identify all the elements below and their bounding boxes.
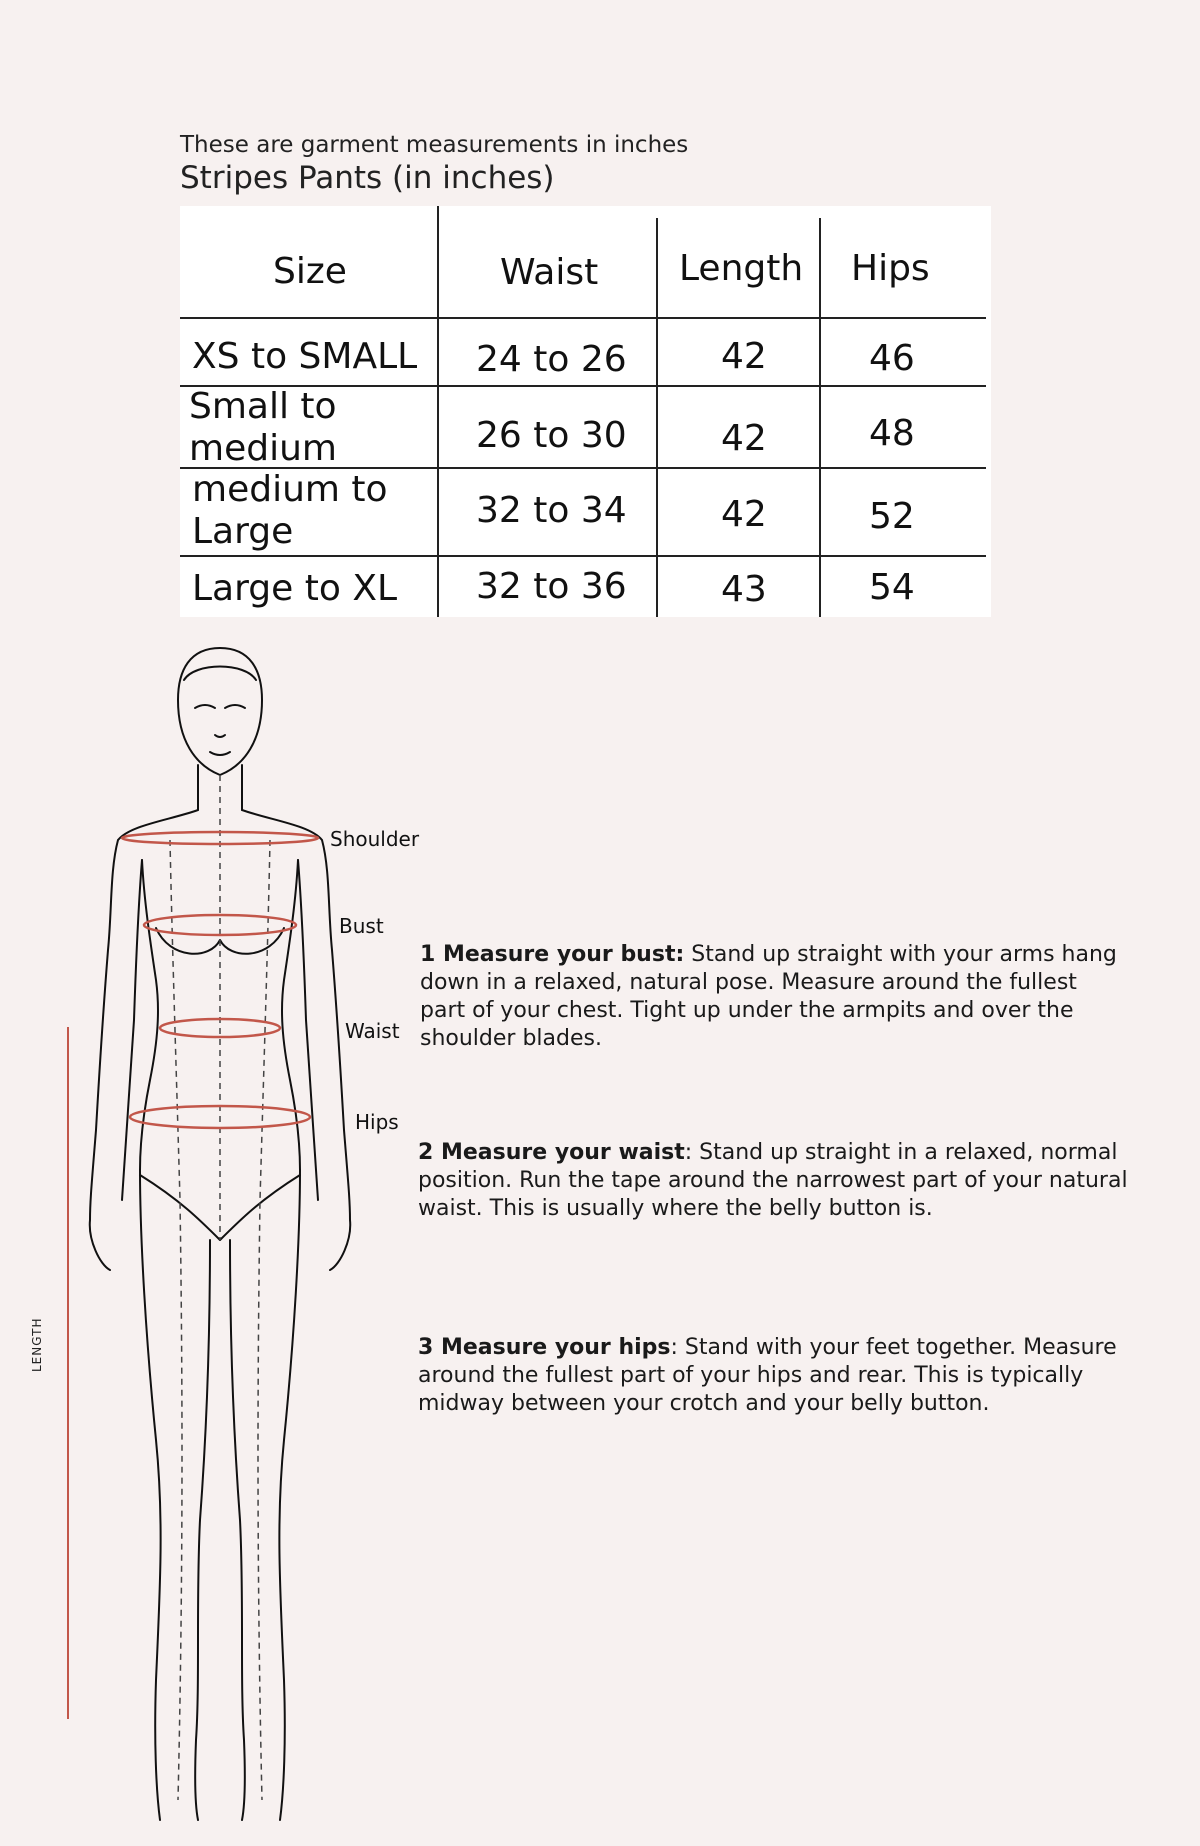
size-line: Small to — [189, 386, 337, 427]
table-cell-hips: 46 — [869, 338, 915, 379]
size-line: medium — [189, 428, 337, 469]
table-cell-length: 42 — [721, 494, 767, 535]
size-line: medium to — [192, 469, 388, 510]
table-cell-waist: 26 to 30 — [476, 415, 627, 456]
waist-instructions — [418, 1139, 1158, 1223]
right-leg-outer — [279, 1170, 300, 1820]
size-table — [180, 206, 991, 617]
page-title: Stripes Pants (in inches) — [180, 160, 555, 196]
table-divider — [656, 218, 658, 617]
header-hips: Hips — [851, 248, 930, 289]
waist-instruction-title: 2 Measure your waist — [418, 1140, 685, 1165]
left-leg-outer — [140, 1170, 161, 1820]
table-cell-size: XS to SMALL — [192, 336, 418, 377]
hips-instruction-title: 3 Measure your hips — [418, 1335, 671, 1360]
table-divider — [180, 317, 986, 319]
hairline — [184, 667, 256, 681]
header-waist: Waist — [500, 252, 599, 293]
waist-label: Waist — [345, 1019, 400, 1043]
table-cell-size: Large to XL — [192, 568, 398, 609]
bust-label: Bust — [339, 914, 384, 938]
bust-instructions — [420, 941, 1120, 1053]
header-size: Size — [273, 251, 347, 292]
left-arm-inner — [122, 860, 142, 1200]
table-divider — [180, 555, 986, 557]
hips-instruction-text: : Stand with your feet together. Measure around the fullest part of your hips and rear. This is typically midway between your crotch and your belly button. — [418, 1335, 1117, 1416]
table-cell-waist: 24 to 26 — [476, 339, 627, 380]
left-princess-line — [170, 840, 182, 1800]
right-princess-line — [258, 840, 270, 1800]
table-cell-size — [192, 469, 388, 553]
table-cell-length: 43 — [721, 569, 767, 610]
hips-label: Hips — [355, 1110, 399, 1134]
table-cell-hips: 54 — [869, 567, 915, 608]
table-cell-hips: 48 — [869, 413, 915, 454]
nose — [215, 735, 225, 737]
body-figure-illustration — [60, 640, 360, 1840]
mouth — [210, 752, 230, 755]
table-cell-size — [189, 386, 337, 470]
right-arm-inner — [298, 860, 318, 1200]
length-indicator-line — [67, 1027, 69, 1719]
length-label: LENGTH — [30, 1317, 44, 1372]
hips-instructions — [418, 1334, 1158, 1418]
shoulder-label: Shoulder — [330, 827, 420, 851]
table-cell-length: 42 — [721, 336, 767, 377]
table-cell-waist: 32 to 36 — [476, 566, 627, 607]
page-subtitle: These are garment measurements in inches — [180, 132, 689, 158]
bust-instruction-text: Stand up straight with your arms hang down in a relaxed, natural pose. Measure around the fullest part of your chest. Tight up under the armpits and over the shoulder blades. — [420, 942, 1117, 1051]
table-divider — [819, 218, 821, 617]
table-cell-waist: 32 to 34 — [476, 490, 627, 531]
table-cell-hips: 52 — [869, 496, 915, 537]
size-line: Large — [192, 511, 294, 552]
bust-instruction-title: 1 Measure your bust: — [420, 942, 685, 967]
right-leg-inner — [230, 1240, 245, 1820]
waist-instruction-text: : Stand up straight in a relaxed, normal position. Run the tape around the narrowest part of your natural waist. This is usually where the belly button is. — [418, 1140, 1128, 1221]
header-length: Length — [679, 248, 804, 289]
table-cell-length: 42 — [721, 418, 767, 459]
left-leg-inner — [195, 1240, 210, 1820]
eyes — [195, 705, 245, 708]
